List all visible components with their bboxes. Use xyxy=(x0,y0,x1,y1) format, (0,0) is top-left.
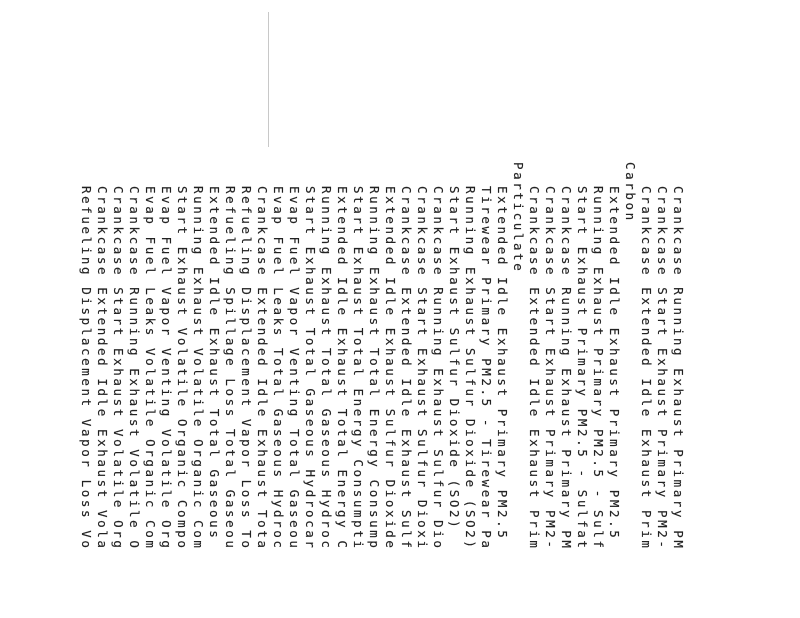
text-line: Crankcase Start Exhaust Sulfur Dioxi xyxy=(415,186,430,551)
text-line: Extended Idle Exhaust Total Energy C xyxy=(335,186,350,551)
text-line: Crankcase Running Exhaust Primary PM xyxy=(559,186,574,551)
margin-line xyxy=(268,12,269,147)
text-line: Refueling Displacement Vapor Loss Vo xyxy=(79,186,94,551)
text-line: Extended Idle Exhaust Total Gaseous xyxy=(207,186,222,541)
text-line: Crankcase Extended Idle Exhaust Vola xyxy=(95,186,110,551)
text-line: Evap Fuel Leaks Volatile Organic Com xyxy=(143,186,158,551)
section-heading-carbon: Carbon xyxy=(623,162,638,223)
text-line: Crankcase Extended Idle Exhaust Prim xyxy=(527,186,542,551)
text-line: Start Exhaust Primary PM2.5 - Sulfat xyxy=(575,186,590,551)
text-line: Running Exhaust Sulfur Dioxide (SO2) xyxy=(463,186,478,551)
text-line: Evap Fuel Leaks Total Gaseous Hydroc xyxy=(271,186,286,551)
text-line: Evap Fuel Vapor Venting Volatile Org xyxy=(159,186,174,551)
text-line: Crankcase Start Exhaust Primary PM2- xyxy=(543,186,558,551)
text-line: Running Exhaust Primary PM2.5 - Sulf xyxy=(591,186,606,551)
text-line: Crankcase Start Exhaust Primary PM2- xyxy=(655,186,670,551)
text-line: Running Exhaust Total Gaseous Hydroc xyxy=(319,186,334,551)
text-line: Extended Idle Exhaust Primary PM2.5 xyxy=(495,186,510,541)
text-line: Evap Fuel Vapor Venting Total Gaseou xyxy=(287,186,302,551)
text-line: Refueling Displacement Vapor Loss To xyxy=(239,186,254,551)
text-line: Tirewear Primary PM2.5 - Tirewear Pa xyxy=(479,186,494,551)
text-line: Running Exhaust Volatile Organic Com xyxy=(191,186,206,551)
text-line: Start Exhaust Volatile Organic Compo xyxy=(175,186,190,551)
section-heading-particulate: Particulate xyxy=(511,162,526,274)
text-line: Crankcase Extended Idle Exhaust Tota xyxy=(255,186,270,551)
text-line: Extended Idle Exhaust Primary PM2.5 xyxy=(607,186,622,541)
text-line: Crankcase Extended Idle Exhaust Sulf xyxy=(399,186,414,551)
text-line: Start Exhaust Sulfur Dioxide (SO2) xyxy=(447,186,462,531)
text-line: Crankcase Extended Idle Exhaust Prim xyxy=(639,186,654,551)
text-line: Crankcase Running Exhaust Primary PM xyxy=(671,186,686,551)
text-line: Crankcase Running Exhaust Sulfur Dio xyxy=(431,186,446,551)
text-line: Extended Idle Exhaust Sulfur Dioxide xyxy=(383,186,398,551)
text-line: Refueling Spillage Loss Total Gaseou xyxy=(223,186,238,551)
text-line: Running Exhaust Total Energy Consump xyxy=(367,186,382,551)
text-line: Crankcase Start Exhaust Volatile Org xyxy=(111,186,126,551)
text-line: Start Exhaust Total Gaseous Hydrocar xyxy=(303,186,318,551)
text-line: Start Exhaust Total Energy Consumpti xyxy=(351,186,366,551)
text-line: Crankcase Running Exhaust Volatile O xyxy=(127,186,142,551)
